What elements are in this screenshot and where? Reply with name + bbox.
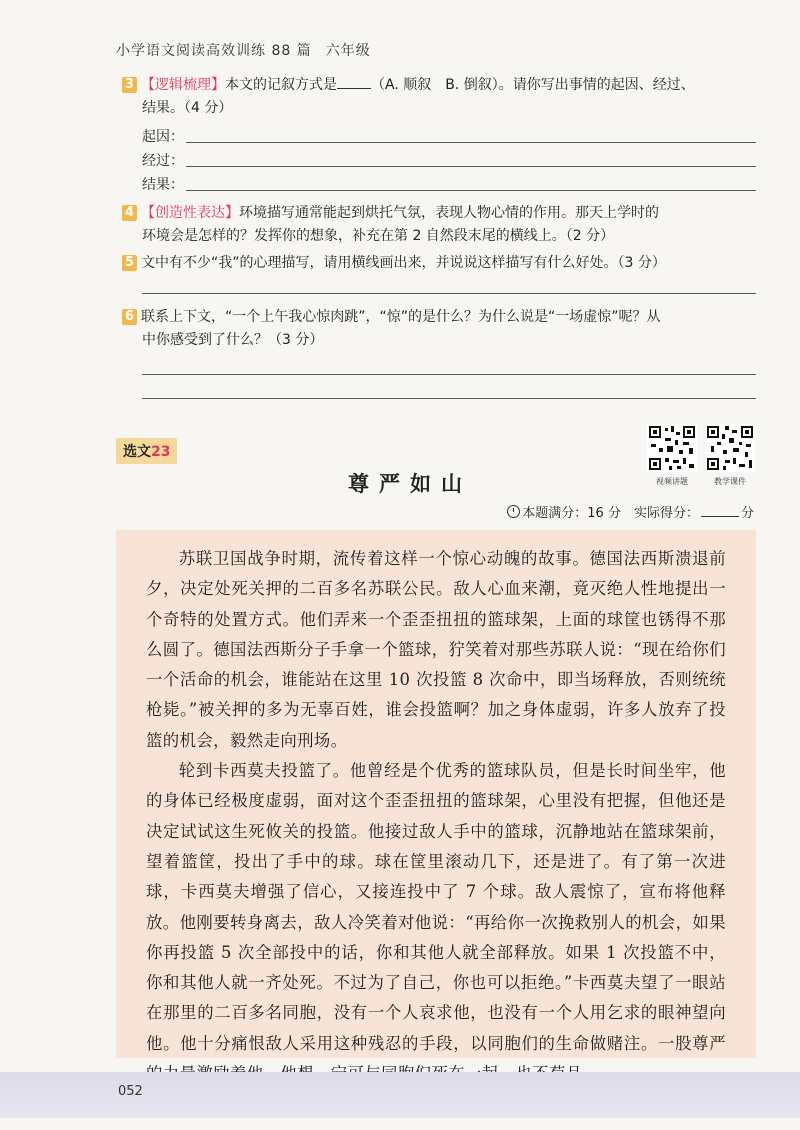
book-title: 小学语文阅读高效训练 88 篇	[116, 43, 312, 59]
page-number: 052	[118, 1084, 143, 1099]
question-tag: 【逻辑梳理】	[141, 77, 225, 93]
passage-paragraph: 轮到卡西莫夫投篮了。他曾经是个优秀的篮球队员，但是长时间坐牢，他的身体已经极度虚弱，面对这个歪歪扭扭的篮球架，心里没有把握，但他还是决定试试这生死攸关的投篮。他接过敌人手中的篮球，沉静地站在篮球架前，望着篮筐，投出了手中的球。球在筐里滚动几下，还是进了。有了第一次进球，卡西莫夫增强了信心，又接连投中了 7 个球。敌人震惊了，宣布将他释放。他刚要转身离去，敌人冷笑着对他说：“再给你一次挽救别人的机会，如果你再投篮 5 次全部投中的话，你和其他人就全部释放。如果 1 次投篮不中，你和其他人就一齐处死。不过为了自己，你也可以拒绝。”卡西莫夫望了一眼站在那里的二百多名同胞，没有一个人哀求他，也没有一个人用乞求的眼神望向他。他十分痛恨敌人采用这种残忍的手段，以同胞们的生命做赌注。一股尊严	[146, 761, 726, 1053]
answer-blank[interactable]	[337, 76, 371, 89]
qr-caption: 视频讲题	[656, 477, 688, 486]
question-text-cont: 环境会是怎样的？发挥你的想象，补充在第 2 自然段末尾的横线上。（2 分）	[142, 228, 615, 244]
question-text-cont: 结果。（4 分）	[142, 100, 233, 116]
qr-code-icon	[647, 424, 697, 472]
question-tag: 【创造性表达】	[141, 205, 239, 221]
grade-label: 六年级	[325, 43, 371, 59]
question-3	[122, 74, 762, 120]
passage-box	[116, 530, 756, 1058]
answer-line[interactable]	[142, 374, 756, 375]
answer-line[interactable]	[142, 293, 756, 294]
qr-caption: 教学课件	[714, 477, 746, 486]
question-text-cont: 中你感受到了什么？（3 分）	[142, 332, 324, 348]
actual-score-blank[interactable]	[701, 505, 739, 517]
answer-line-process[interactable]	[142, 150, 756, 172]
answer-label: 结果：	[142, 177, 184, 193]
question-5	[122, 252, 762, 275]
full-score: 本题满分：16 分	[522, 506, 621, 521]
answer-line[interactable]	[142, 398, 756, 399]
score-line	[507, 502, 754, 521]
answer-line-cause[interactable]	[142, 126, 756, 148]
clock-icon	[507, 505, 520, 518]
question-text: 环境描写通常能起到烘托气氛，表现人物心情的作用。那天上学时的	[239, 205, 659, 221]
question-text: 联系上下文，“一个上午我心惊肉跳”，“惊”的是什么？为什么说是“一场虚惊”呢？从	[141, 309, 661, 325]
question-text: （A. 顺叙 B. 倒叙）。请你写出事情的起因、经过、	[371, 77, 695, 93]
question-number: 3	[122, 77, 137, 93]
answer-label: 起因：	[142, 129, 184, 145]
selection-badge	[116, 438, 177, 464]
passage-paragraph: 苏联卫国战争时期，流传着这样一个惊心动魄的故事。德国法西斯溃退前夕，决定处死关押的二百多名苏联公民。敌人心血来潮，竟灭绝人性地提出一个奇特的处置方式。他们弄来一个歪歪扭扭的篮球架，上面的球筐也锈得不那么圆了。德国法西斯分子手拿一个篮球，狞笑着对那些苏联人说：“现在给你们一个活命的机会，谁能站在这里 10 次投篮 8 次命中，即当场释放，否则统统枪毙。”被关押的多为无辜百姓，谁会投篮啊？加之身体虚弱，许多人放弃了投篮的机会，毅然走向刑场。	[146, 549, 726, 750]
question-4	[122, 202, 762, 248]
question-text: 本文的记叙方式是	[225, 77, 337, 93]
page-header	[116, 40, 371, 60]
question-number: 5	[122, 255, 137, 271]
passage-title: 尊严如山	[348, 471, 472, 496]
question-text: 文中有不少“我”的心理描写，请用横线画出来，并说说这样描写有什么好处。（3 分）	[141, 255, 666, 271]
actual-score-label: 实际得分：	[633, 506, 699, 521]
answer-line-result[interactable]	[142, 174, 756, 196]
score-unit: 分	[740, 506, 754, 521]
selection-label: 选文	[123, 444, 151, 460]
question-number: 4	[122, 205, 137, 221]
question-number: 6	[122, 309, 137, 325]
qr-code-icon	[705, 424, 755, 472]
question-6	[122, 306, 762, 352]
selection-number: 23	[151, 444, 171, 460]
answer-label: 经过：	[142, 153, 184, 169]
